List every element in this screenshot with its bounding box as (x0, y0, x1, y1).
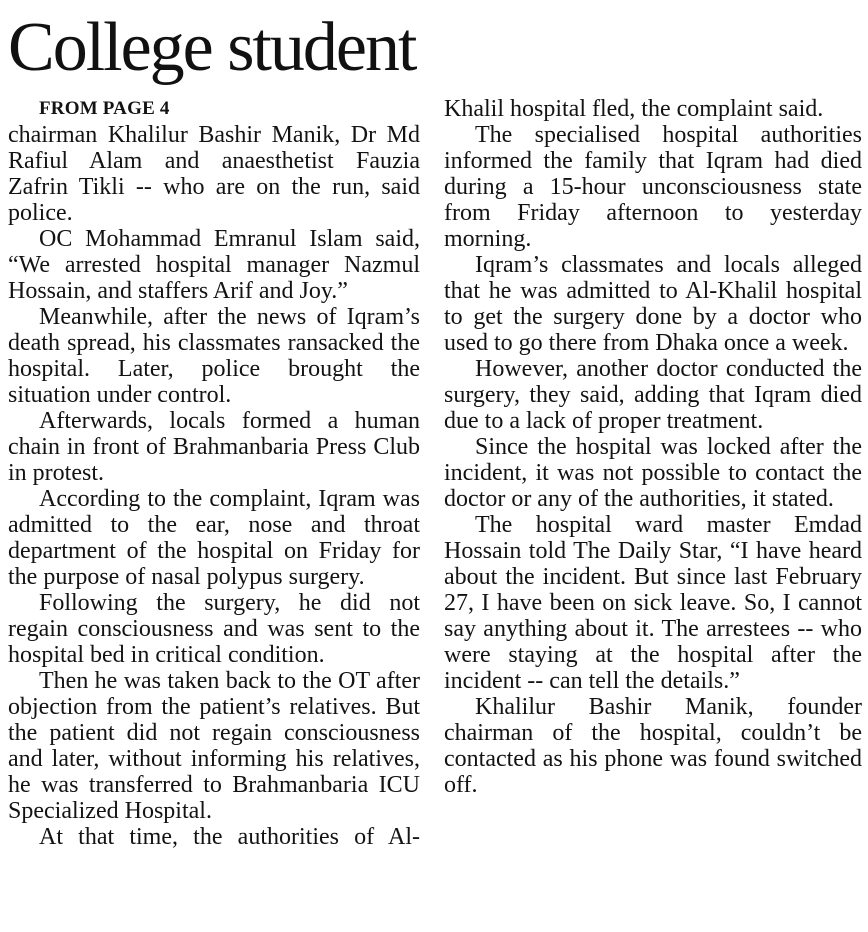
paragraph: Iqram’s classmates and locals alleged that he was admitted to Al-Khalil hospital to get the surgery done by a doctor who used to go there from Dhaka once a week. (444, 252, 862, 356)
paragraph: Since the hospital was locked after the incident, it was not possible to contact the doctor or any of the authorities, it stated. (444, 434, 862, 512)
paragraph: OC Mohammad Emranul Islam said, “We arrested hospital manager Nazmul Hossain, and staffers Arif and Joy.” (8, 226, 420, 304)
paragraph: The specialised hospital authorities informed the family that Iqram had died during a 15-hour unconsciousness state from Friday afternoon to yesterday morning. (444, 122, 862, 252)
paragraph: Khalil hospital fled, the complaint said. (444, 96, 824, 122)
paragraph: Then he was taken back to the OT after objection from the patient’s relatives. But the patient did not regain consciousness and later, without informing his relatives, he was transferred to Brahmanbaria ICU Specialized Hospital. (8, 668, 420, 824)
paragraph: chairman Khalilur Bashir Manik, Dr Md Rafiul Alam and anaesthetist Fauzia Zafrin Tikli -- who are on the run, said police. (8, 122, 420, 226)
left-column (8, 96, 420, 850)
paragraph: Meanwhile, after the news of Iqram’s death spread, his classmates ransacked the hospital. Later, police brought the situation under control. (8, 304, 420, 408)
paragraph: According to the complaint, Iqram was admitted to the ear, nose and throat department of the hospital on Friday for the purpose of nasal polypus surgery. (8, 486, 420, 590)
continuation-kicker: FROM PAGE 4 (39, 98, 170, 119)
paragraph: The hospital ward master Emdad Hossain told The Daily Star, “I have heard about the incident. But since last February 27, I have been on sick leave. So, I cannot say anything about it. The arrestees -- who were staying at the hospital after the incident -- can tell the details.” (444, 512, 862, 694)
paragraph: Following the surgery, he did not regain consciousness and was sent to the hospital bed in critical condition. (8, 590, 420, 668)
paragraph: Afterwards, locals formed a human chain in front of Brahmanbaria Press Club in protest. (8, 408, 420, 486)
article-body (8, 96, 862, 850)
right-column (444, 96, 862, 850)
paragraph: At that time, the authorities of Al- (39, 824, 420, 850)
paragraph: Khalilur Bashir Manik, founder chairman of the hospital, couldn’t be contacted as his phone was found switched off. (444, 694, 862, 798)
article-headline: College student (8, 9, 416, 86)
paragraph: However, another doctor conducted the surgery, they said, adding that Iqram died due to a lack of proper treatment. (444, 356, 862, 434)
